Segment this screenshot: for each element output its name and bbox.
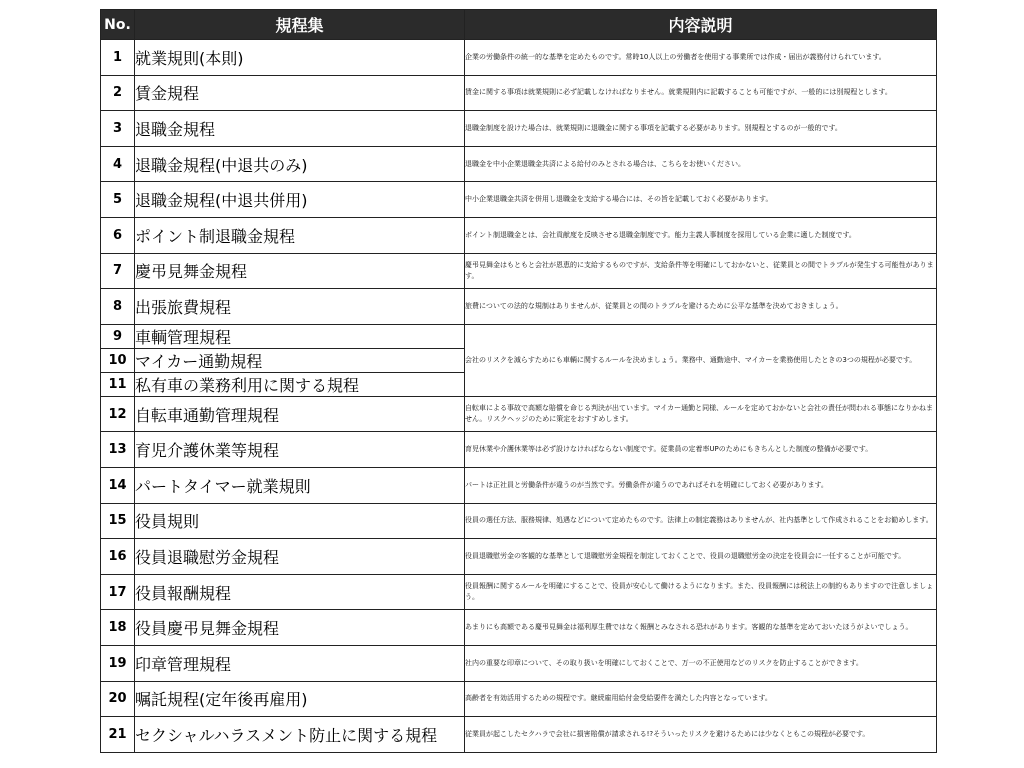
row-number: 19: [101, 645, 135, 681]
rule-name: 賃金規程: [135, 75, 465, 111]
row-number: 13: [101, 432, 135, 468]
rule-name: 退職金規程(中退共併用): [135, 182, 465, 218]
row-number: 3: [101, 111, 135, 147]
rule-name: 役員報酬規程: [135, 574, 465, 610]
row-number: 11: [101, 372, 135, 396]
rule-name: 役員退職慰労金規程: [135, 539, 465, 575]
rule-description-merged: 会社のリスクを減らすためにも車輌に関するルールを決めましょう。業務中、通勤途中、マイカーを業務使用したときの3つの規程が必要です。: [465, 324, 937, 396]
table-row: [101, 146, 937, 182]
rule-name: マイカー通勤規程: [135, 348, 465, 372]
rule-name: 印章管理規程: [135, 645, 465, 681]
rule-description: パートは正社員と労働条件が違うのが当然です。労働条件が違うのであればそれを明確にしておく必要があります。: [465, 467, 937, 503]
rule-name: 退職金規程(中退共のみ): [135, 146, 465, 182]
table-header-row: [101, 10, 937, 40]
rule-description: 役員報酬に関するルールを明確にすることで、役員が安心して働けるようになります。また、役員報酬には税法上の制約もありますので注意しましょう。: [465, 574, 937, 610]
table-row: [101, 610, 937, 646]
rule-name: 育児介護休業等規程: [135, 432, 465, 468]
table-row: [101, 432, 937, 468]
header-description: 内容説明: [465, 10, 937, 40]
rule-name: 役員慶弔見舞金規程: [135, 610, 465, 646]
row-number: 8: [101, 289, 135, 325]
rule-description: 賃金に関する事項は就業規則に必ず記載しなければなりません。就業規則内に記載することも可能ですが、一般的には別規程とします。: [465, 75, 937, 111]
rule-name: 出張旅費規程: [135, 289, 465, 325]
rule-description: 退職金を中小企業退職金共済による給付のみとされる場合は、こちらをお使いください。: [465, 146, 937, 182]
rule-description: あまりにも高額である慶弔見舞金は福利厚生費ではなく報酬とみなされる恐れがあります。客観的な基準を定めておいたほうがよいでしょう。: [465, 610, 937, 646]
table-row: [101, 681, 937, 717]
table-row: [101, 40, 937, 76]
row-number: 20: [101, 681, 135, 717]
rule-description: 企業の労働条件の統一的な基準を定めたものです。常時10人以上の労働者を使用する事業所では作成・届出が義務付けられています。: [465, 40, 937, 76]
row-number: 5: [101, 182, 135, 218]
row-number: 1: [101, 40, 135, 76]
table-row: [101, 467, 937, 503]
rule-description: 役員の選任方法、服務規律、処遇などについて定めたものです。法律上の制定義務はありませんが、社内基準として作成されることをお勧めします。: [465, 503, 937, 539]
table-row: [101, 111, 937, 147]
rule-name: セクシャルハラスメント防止に関する規程: [135, 717, 465, 753]
rule-name: 役員規則: [135, 503, 465, 539]
rules-table: [100, 9, 937, 753]
table-row: [101, 717, 937, 753]
rule-description: 自転車による事故で高額な賠償を命じる判決が出ています。マイカー通勤と同様、ルールを定めておかないと会社の責任が問われる事態になりかねません。リスクヘッジのために策定をおすすめします。: [465, 396, 937, 432]
rule-description: 高齢者を有効活用するための規程です。継続雇用給付金受給要件を満たした内容となっています。: [465, 681, 937, 717]
row-number: 4: [101, 146, 135, 182]
row-number: 10: [101, 348, 135, 372]
rule-name: 嘱託規程(定年後再雇用): [135, 681, 465, 717]
header-no: No.: [101, 10, 135, 40]
rule-name: 就業規則(本則): [135, 40, 465, 76]
table-row: [101, 324, 937, 348]
table-row: [101, 182, 937, 218]
header-rule-name: 規程集: [135, 10, 465, 40]
rule-description: 中小企業退職金共済を併用し退職金を支給する場合には、その旨を記載しておく必要があります。: [465, 182, 937, 218]
table-row: [101, 503, 937, 539]
rule-name: ポイント制退職金規程: [135, 217, 465, 253]
rule-description: 社内の重要な印章について、その取り扱いを明確にしておくことで、万一の不正使用などのリスクを防止することができます。: [465, 645, 937, 681]
rule-name: 慶弔見舞金規程: [135, 253, 465, 289]
table-row: [101, 217, 937, 253]
rule-description: 慶弔見舞金はもともと会社が恩恵的に支給するものですが、支給条件等を明確にしておかないと、従業員との間でトラブルが発生する可能性があります。: [465, 253, 937, 289]
rule-description: 役員退職慰労金の客観的な基準として退職慰労金規程を制定しておくことで、役員の退職慰労金の決定を役員会に一任することが可能です。: [465, 539, 937, 575]
table-row: [101, 539, 937, 575]
row-number: 7: [101, 253, 135, 289]
rule-description: 旅費についての法的な規制はありませんが、従業員との間のトラブルを避けるために公平な基準を決めておきましょう。: [465, 289, 937, 325]
rule-name: 私有車の業務利用に関する規程: [135, 372, 465, 396]
table-row: [101, 289, 937, 325]
row-number: 15: [101, 503, 135, 539]
rule-description: 育児休業や介護休業等は必ず設けなければならない制度です。従業員の定着率UPのためにもきちんとした制度の整備が必要です。: [465, 432, 937, 468]
rule-name: パートタイマー就業規則: [135, 467, 465, 503]
rule-name: 車輌管理規程: [135, 324, 465, 348]
row-number: 17: [101, 574, 135, 610]
row-number: 18: [101, 610, 135, 646]
rule-description: 退職金制度を設けた場合は、就業規則に退職金に関する事項を記載する必要があります。別規程とするのが一般的です。: [465, 111, 937, 147]
row-number: 2: [101, 75, 135, 111]
row-number: 14: [101, 467, 135, 503]
row-number: 16: [101, 539, 135, 575]
table-row: [101, 75, 937, 111]
row-number: 6: [101, 217, 135, 253]
table-row: [101, 574, 937, 610]
table-row: [101, 645, 937, 681]
rule-description: 従業員が起こしたセクハラで会社に損害賠償が請求される!?そういったリスクを避けるためには少なくともこの規程が必要です。: [465, 717, 937, 753]
rules-table-container: [100, 9, 936, 753]
rule-description: ポイント制退職金とは、会社貢献度を反映させる退職金制度です。能力主義人事制度を採用している企業に適した制度です。: [465, 217, 937, 253]
rule-name: 自転車通勤管理規程: [135, 396, 465, 432]
row-number: 9: [101, 324, 135, 348]
table-row: [101, 253, 937, 289]
table-row: [101, 396, 937, 432]
row-number: 12: [101, 396, 135, 432]
row-number: 21: [101, 717, 135, 753]
rule-name: 退職金規程: [135, 111, 465, 147]
